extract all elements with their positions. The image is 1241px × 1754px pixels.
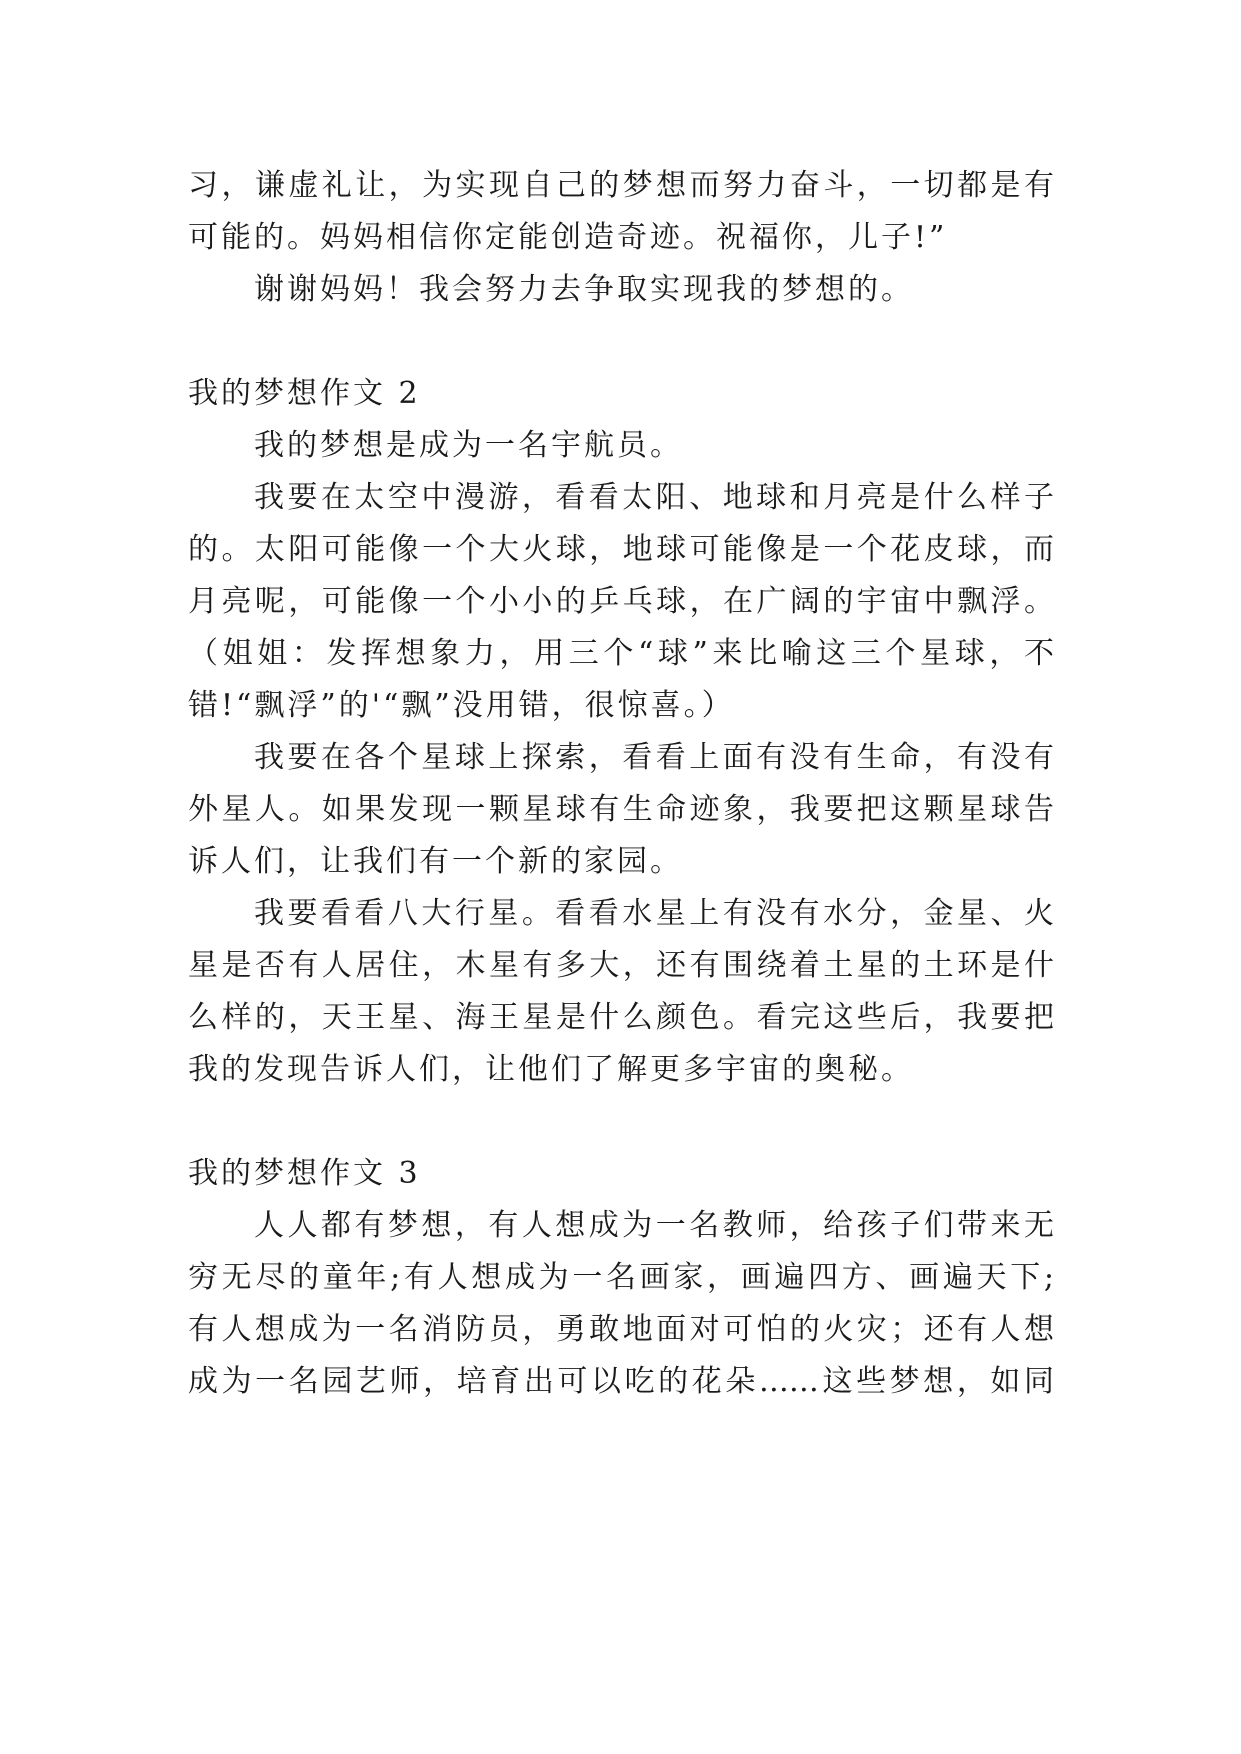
paragraph-line: 我的发现告诉人们，让他们了解更多宇宙的奥秘。	[188, 1052, 914, 1087]
paragraph-line: 星是否有人居住，木星有多大，还有围绕着土星的土环是什	[188, 948, 1054, 983]
paragraph-line: 的。太阳可能像一个大火球，地球可能像是一个花皮球，而	[188, 532, 1054, 567]
document-body	[188, 160, 1054, 1408]
section-spacer	[188, 316, 1054, 368]
paragraph-line: 谢谢妈妈！我会努力去争取实现我的梦想的。	[254, 272, 914, 307]
paragraph-line: 我要在太空中漫游，看看太阳、地球和月亮是什么样子	[254, 480, 1054, 515]
section-title: 我的梦想作文 3	[188, 1156, 421, 1191]
section-title: 我的梦想作文 2	[188, 376, 421, 411]
paragraph-line: 外星人。如果发现一颗星球有生命迹象，我要把这颗星球告	[188, 792, 1054, 827]
paragraph-line: 我的梦想是成为一名宇航员。	[254, 428, 683, 463]
paragraph-line: （姐姐：发挥想象力，用三个“球”来比喻这三个星球，不	[188, 636, 1054, 671]
paragraph-line: 成为一名园艺师，培育出可以吃的花朵……这些梦想，如同	[188, 1364, 1054, 1399]
paragraph-line: 错!“飘浮”的'“飘”没用错，很惊喜。）	[188, 688, 735, 723]
paragraph-line: 月亮呢，可能像一个小小的乒乓球，在广阔的宇宙中飘浮。	[188, 584, 1054, 619]
paragraph-line: 诉人们，让我们有一个新的家园。	[188, 844, 683, 879]
paragraph-line: 有人想成为一名消防员，勇敢地面对可怕的火灾；还有人想	[188, 1312, 1054, 1347]
paragraph-line: 么样的，天王星、海王星是什么颜色。看完这些后，我要把	[188, 1000, 1054, 1035]
paragraph-line: 可能的。妈妈相信你定能创造奇迹。祝福你，儿子!”	[188, 220, 948, 255]
paragraph-line: 我要看看八大行星。看看水星上有没有水分，金星、火	[254, 896, 1054, 931]
section-spacer	[188, 1096, 1054, 1148]
paragraph-line: 我要在各个星球上探索，看看上面有没有生命，有没有	[254, 740, 1054, 775]
paragraph-line: 人人都有梦想，有人想成为一名教师，给孩子们带来无	[254, 1208, 1054, 1243]
paragraph-line: 习，谦虚礼让，为实现自己的梦想而努力奋斗，一切都是有	[188, 168, 1054, 203]
paragraph-line: 穷无尽的童年;有人想成为一名画家，画遍四方、画遍天下;	[188, 1260, 1054, 1295]
